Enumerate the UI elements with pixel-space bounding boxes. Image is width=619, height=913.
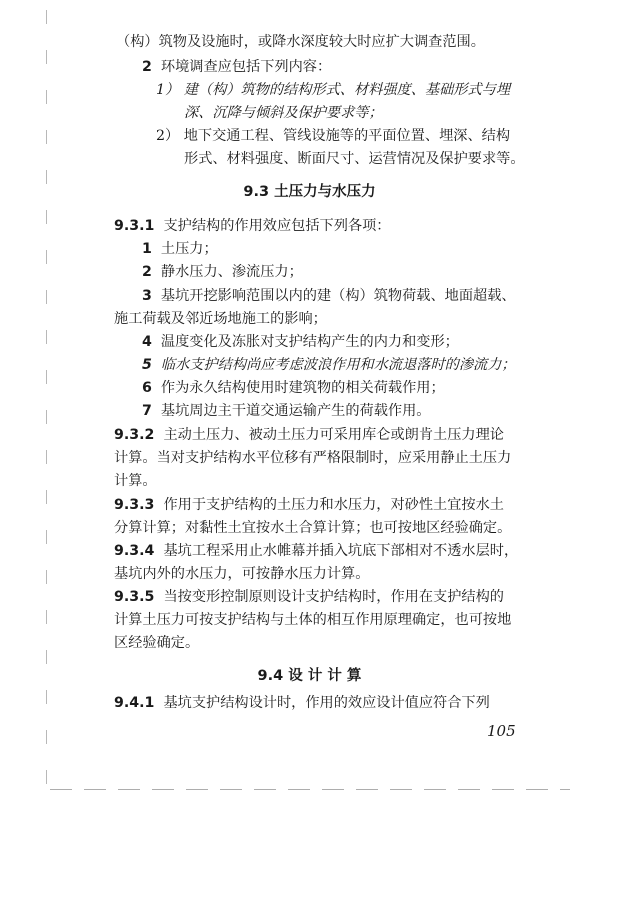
text-line: 计算。当对支护结构水平位移有严格限制时，应采用静止土压力 [114,450,512,466]
clause-text: 当按变形控制原则设计支护结构时，作用在支护结构的 [163,589,504,605]
list-item [142,286,516,306]
clause-text: 基坑工程采用止水帷幕并插入坑底下部相对不透水层时， [163,543,519,559]
clause-9-3-4 [114,541,518,561]
text-line: 计算土压力可按支护结构与土体的相互作用原理确定，也可按地 [114,612,512,628]
clause-text: 支护结构的作用效应包括下列各项： [163,218,391,234]
list-item-number: 6 [142,380,152,396]
sub-list-item [156,126,510,146]
clause-number: 9.3.4 [114,543,155,559]
text-line: 基坑内外的水压力，可按静水压力计算。 [114,566,370,582]
clause-9-3-1 [114,216,390,236]
text-line: 形式、材料强度、断面尺寸、运营情况及保护要求等。 [184,151,525,167]
clause-9-4-1 [114,693,490,713]
text-line: （构）筑物及设施时，或降水深度较大时应扩大调查范围。 [116,34,485,50]
scan-bottom-rule [50,789,570,790]
text-line: 分算计算；对黏性土宜按水土合算计算；也可按地区经验确定。 [114,520,512,536]
list-item-number: 7 [142,403,152,419]
list-item-number: 4 [142,334,152,350]
clause-number: 9.4.1 [114,695,155,711]
list-item-text: 基坑周边主干道交通运输产生的荷载作用。 [160,403,431,419]
clause-9-3-5 [114,587,504,607]
sub-list-item-text: 地下交通工程、管线设施等的平面位置、埋深、结构 [183,128,511,144]
sub-list-item-number: 2） [156,128,180,144]
list-item [142,262,303,282]
list-item-number: 3 [142,288,152,304]
list-item [142,401,430,421]
list-item-number: 2 [142,264,152,280]
page-number: 105 [487,722,516,740]
section-heading: 9.3 土压力与水压力 [243,184,376,200]
section-heading: 9.4 设 计 计 算 [257,668,362,684]
list-item [142,57,331,77]
sub-list-item-text: 建（构）筑物的结构形式、材料强度、基础形式与埋 [183,82,511,98]
clause-number: 9.3.5 [114,589,155,605]
clause-9-3-3 [114,495,504,515]
clause-text: 作用于支护结构的土压力和水压力，对砂性土宜按水土 [163,497,504,513]
clause-number: 9.3.3 [114,497,155,513]
list-item-text: 作为永久结构使用时建筑物的相关荷载作用； [160,380,445,396]
list-item [142,378,445,398]
list-item-text: 临水支护结构尚应考虑波浪作用和水流退落时的渗流力； [160,357,516,373]
clause-text: 主动土压力、被动土压力可采用库仑或朗肯土压力理论 [163,427,504,443]
list-item-text: 温度变化及冻胀对支护结构产生的内力和变形； [160,334,459,350]
list-item [142,332,459,352]
list-item-number: 5 [142,357,152,373]
list-item-text: 土压力； [160,241,218,257]
list-item-text: 静水压力、渗流压力； [160,264,303,280]
list-item-number: 1 [142,241,152,257]
list-item-number: 2 [142,59,152,75]
text-line: 计算。 [114,473,157,489]
sub-list-item [156,80,510,100]
list-item [142,239,218,259]
list-item [142,355,516,375]
sub-list-item-number: 1） [156,82,180,98]
clause-text: 基坑支护结构设计时，作用的效应设计值应符合下列 [163,695,490,711]
text-line: 深、沉降与倾斜及保护要求等； [184,105,383,121]
clause-9-3-2 [114,425,504,445]
list-item-text: 环境调查应包括下列内容： [160,59,332,75]
list-item-text: 基坑开挖影响范围以内的建（构）筑物荷载、地面超载、 [160,288,516,304]
clause-number: 9.3.2 [114,427,155,443]
clause-number: 9.3.1 [114,218,155,234]
list-item-continuation: 施工荷载及邻近场地施工的影响； [114,311,327,327]
text-line: 区经验确定。 [114,635,200,651]
